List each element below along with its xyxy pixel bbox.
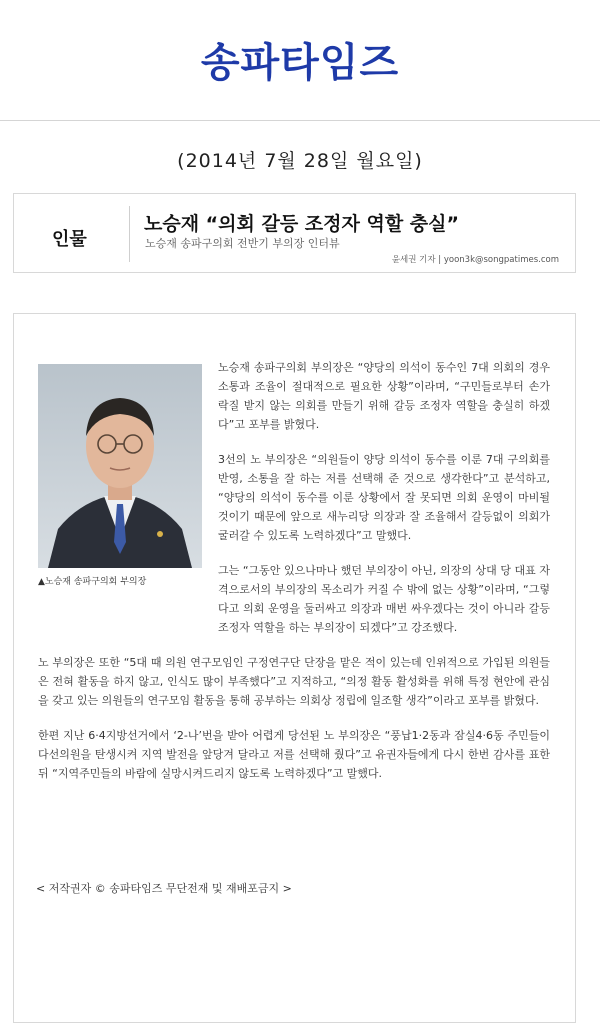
copyright-notice: < 저작권자 © 송파타임즈 무단전재 및 재배포금지 >	[36, 882, 292, 895]
article-headline: 노승재 “의회 갈등 조정자 역할 충실”	[144, 213, 460, 235]
article-header	[13, 193, 576, 273]
masthead-divider	[0, 120, 600, 121]
edition-date: (2014년 7월 28일 월요일)	[177, 150, 423, 172]
article-paragraph: 한편 지난 6·4지방선거에서 ‘2-나’번을 받아 어렵게 당선된 노 부의장은 “풍납1·2동과 잠실4·6동 주민들이 다선의원을 탄생시켜 지역 발전을 앞당겨 달라고 저를 선택해 줬다”고 유권자들에게 다시 한번 감사를 표한 뒤 “지역주민들의 바람에 실망시켜드리지 않도록 노력하겠다”고 말했다.	[38, 729, 550, 780]
site-logo[interactable]: 송파타임즈	[200, 40, 400, 86]
photo-caption: ▲노승재 송파구의회 부의장	[38, 577, 147, 587]
article-paragraph: 노승재 송파구의회 부의장은 “양당의 의석이 동수인 7대 의회의 경우 소통과 조율이 절대적으로 필요한 상황”이라며, “구민들로부터 손가락질 받지 않는 의회를 만들기 위해 갈등 조정자 역할을 충실히 하겠다”고 포부를 밝혔다.	[218, 361, 550, 431]
header-divider	[129, 206, 130, 262]
article-paragraph: 3선의 노 부의장은 “의원들이 양당 의석이 동수를 이룬 7대 구의회를 반영, 소통을 잘 하는 저를 선택해 준 것으로 생각한다”고 분석하고, “양당의 의석이 동수를 이룬 상황에서 잘 못되면 의회 운영이 마비될 것이기 때문에 앞으로 새누리당 의장과 잘 조율해서 갈등없이 의회가 굴러갈 수 있도록 노력하겠다”고 말했다.	[218, 453, 550, 542]
section-label: 인물	[52, 229, 87, 250]
article-paragraph: 그는 “그동안 있으나마나 했던 부의장이 아닌, 의장의 상대 당 대표 자격으로서의 부의장의 목소리가 커질 수 밖에 없는 상황”이라며, “그렇다고 의회 운영을 둘러싸고 의장과 매번 싸우겠다는 것이 아니라 갈등 조정자 역할을 하는 부의장이 되겠다”고 강조했다.	[218, 564, 550, 634]
article-photo	[38, 364, 202, 568]
article-body	[13, 313, 576, 1023]
article-subheadline: 노승재 송파구의회 전반기 부의장 인터뷰	[145, 237, 340, 250]
article-paragraph: 노 부의장은 또한 “5대 때 의원 연구모임인 구정연구단 단장을 맡은 적이 있는데 인위적으로 가입된 의원들은 전혀 활동을 하지 않고, 인식도 많이 부족했다”고 지적하고, “의정 활동 활성화를 위해 특정 현안에 관심을 갖고 있는 의원들의 연구모임 활동을 통해 공부하는 의회상 정립에 일조할 생각”이라고 포부를 밝혔다.	[38, 656, 550, 707]
masthead	[0, 0, 600, 120]
article-byline: 윤세권 기자 | yoon3k@songpatimes.com	[391, 255, 559, 265]
portrait-image	[38, 364, 202, 568]
